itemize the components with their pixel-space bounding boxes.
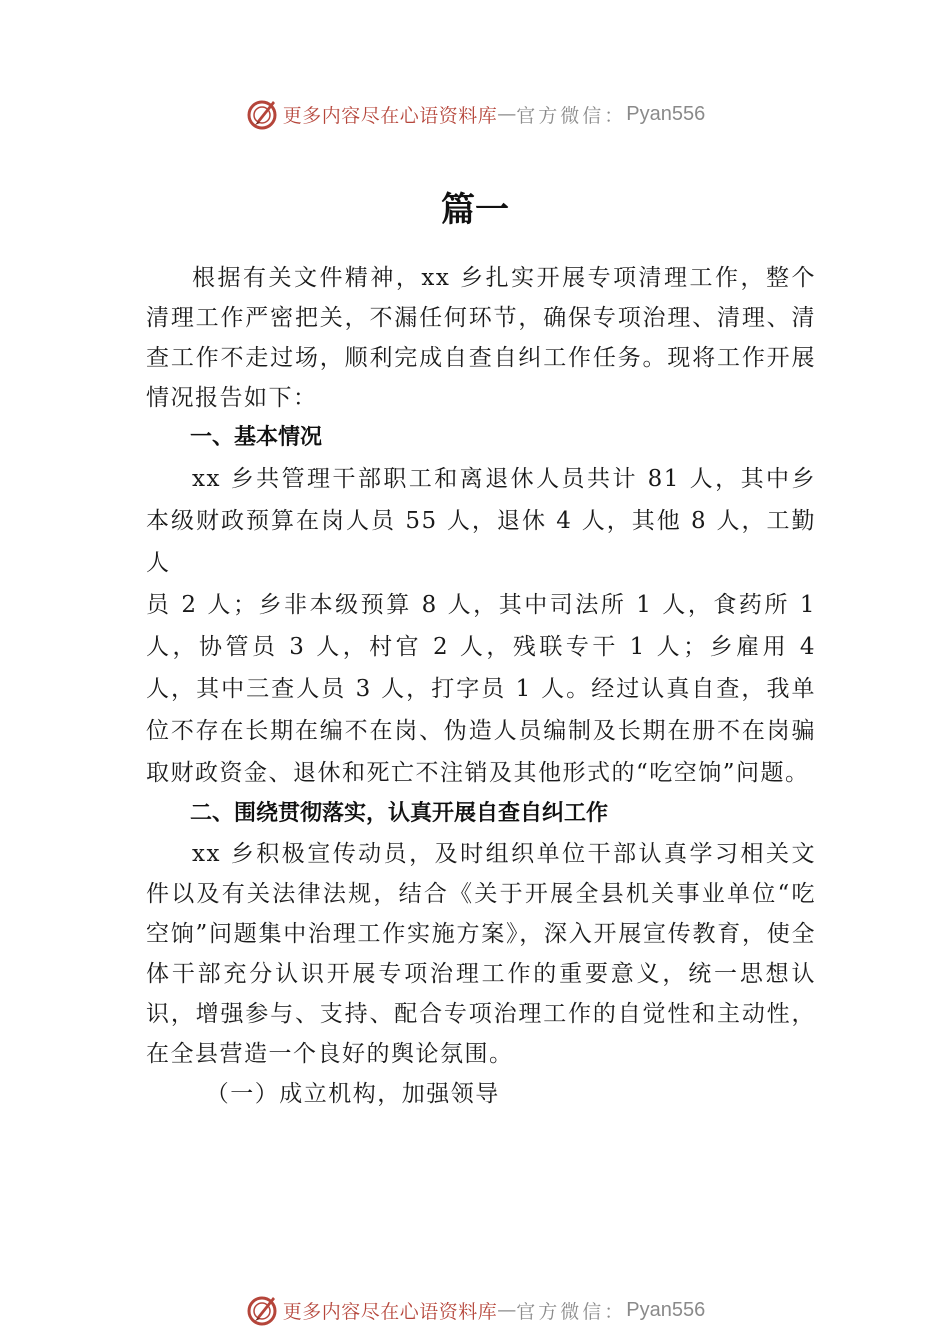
section-heading-self-inspection: 二、围绕贯彻落实，认真开展自查自纠工作 bbox=[190, 801, 609, 826]
footer-wechat-label: 官方微信： bbox=[516, 1300, 627, 1323]
basic-info-paragraph-part2: 员 2 人；乡非本级预算 8 人，其中司法所 1 人，食药所 1 人，协管员 3 人，村官 2 人，残联专干 1 人；乡雇用 4 人，其中三查人员 3 人，打字员 1 人。经过认真自查，我单位不存在长期在编不在岗、伪造人员编制及长期在册不在岗骗取财政资金、退休和死亡不注销及其他形式的“吃空饷”问题。 bbox=[146, 592, 816, 786]
banner-brand-text: 更多内容尽在心语资料库 bbox=[282, 104, 498, 127]
footer-brand-text: 更多内容尽在心语资料库 bbox=[282, 1300, 498, 1323]
footer-banner bbox=[0, 1290, 950, 1330]
quill-seal-icon bbox=[245, 97, 279, 131]
self-inspection-paragraph: xx 乡积极宣传动员，及时组织单位干部认真学习相关文件以及有关法律法规，结合《关于开展全县机关事业单位“吃空饷”问题集中治理工作实施方案》，深入开展宣传教育，使全体干部充分认识开展专项治理工作的重要意义，统一思想认识，增强参与、支持、配合专项治理工作的自觉性和主动性，在全县营造一个良好的舆论氛围。 bbox=[146, 841, 816, 1067]
intro-paragraph: 根据有关文件精神，xx 乡扎实开展专项清理工作，整个清理工作严密把关，不漏任何环节，确保专项治理、清理、清查工作不走过场，顺利完成自查自纠工作任务。现将工作开展情况报告如下： bbox=[146, 265, 816, 411]
basic-info-paragraph-part1: xx 乡共管理干部职工和离退休人员共计 81 人，其中乡本级财政预算在岗人员 55 人，退休 4 人，其他 8 人，工勤人 bbox=[146, 466, 816, 576]
section-heading-basic-info: 一、基本情况 bbox=[190, 425, 323, 450]
footer-wechat-id: Pyan556 bbox=[626, 1298, 706, 1321]
header-banner bbox=[0, 94, 950, 134]
banner-wechat-id: Pyan556 bbox=[626, 102, 706, 125]
document-title: 篇一 bbox=[441, 190, 509, 230]
subsection-heading-organization: （一）成立机构，加强领导 bbox=[205, 1081, 500, 1107]
banner-dash: — bbox=[497, 103, 517, 125]
document-body bbox=[146, 258, 816, 1114]
footer-dash: — bbox=[497, 1299, 517, 1321]
quill-seal-icon bbox=[245, 1293, 279, 1327]
banner-wechat-label: 官方微信： bbox=[516, 104, 627, 127]
